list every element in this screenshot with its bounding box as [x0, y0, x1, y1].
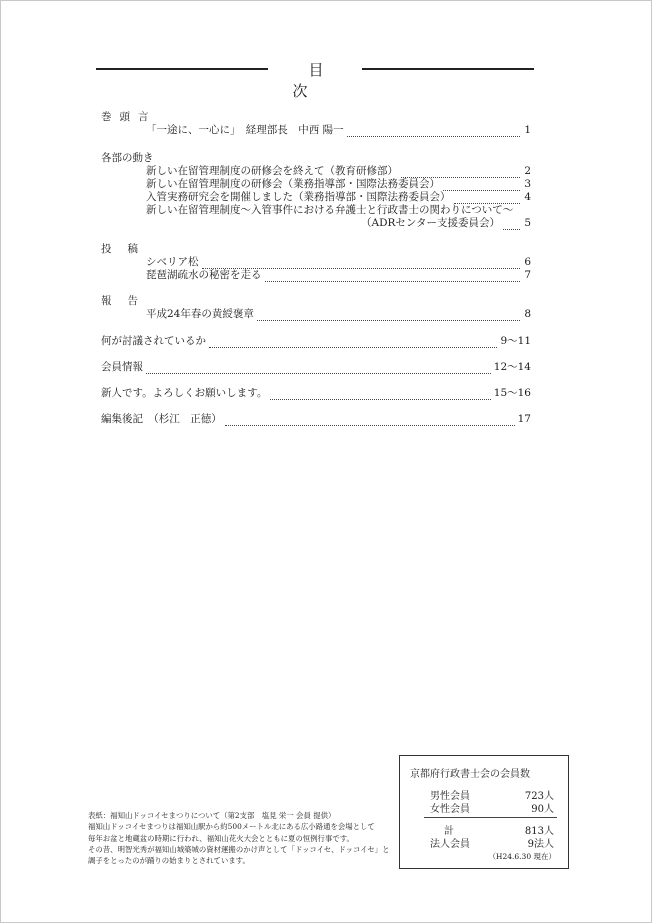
- toc-entry-page: 8: [524, 308, 531, 320]
- toc-entry-page: 2: [524, 165, 531, 177]
- toc-entry-page: 5: [524, 217, 531, 229]
- toc-entry-label: 新しい在留管理制度の研修会を終えて（教育研修部）: [146, 165, 398, 177]
- member-divider: [424, 817, 557, 818]
- member-label: 男性会員: [430, 791, 470, 802]
- toc-entry-page: 3: [524, 178, 531, 190]
- member-label: 女性会員: [430, 804, 470, 815]
- toc-entry-label: 何が討議されているか: [101, 335, 206, 347]
- cover-note-line: 毎年お盆と地蔵盆の時期に行われ、福知山花火大会とともに夏の恒例行事です。: [88, 833, 354, 843]
- leader-dots: [503, 220, 520, 230]
- toc-entry-page: 9～11: [500, 335, 531, 347]
- toc-entry-label: 新しい在留管理制度の研修会（業務指導部・国際法務委員会）: [146, 178, 440, 190]
- leader-dots: [270, 390, 490, 400]
- toc-entry-label: 編集後記 （杉江 正徳）: [101, 413, 222, 425]
- toc-entry[interactable]: [101, 387, 531, 400]
- toc-entry-page: 12～14: [493, 361, 531, 373]
- title-rule-left: [96, 68, 268, 70]
- toc-entry-page: 15～16: [493, 387, 531, 399]
- leader-dots: [209, 338, 497, 348]
- toc-entry-label: シベリア松: [146, 256, 199, 268]
- section-heading-toukou: 投稿: [101, 243, 154, 255]
- section-heading-kantougen: 巻頭言: [101, 111, 157, 123]
- toc-entry-label: 入管実務研究会を開催しました（業務指導部・国際法務委員会）: [146, 191, 451, 203]
- member-value: 90人: [531, 804, 554, 815]
- leader-dots: [225, 416, 515, 426]
- toc-entry-label: 平成24年春の黄綬褒章: [146, 308, 254, 320]
- toc-entry[interactable]: [101, 335, 531, 348]
- toc-entry-page: 17: [517, 413, 531, 425]
- member-count-title: 京都府行政書士会の会員数: [410, 769, 530, 780]
- toc-entry[interactable]: [146, 165, 531, 178]
- section-heading-kakubu: 各部の動き: [101, 152, 154, 164]
- toc-entry[interactable]: [146, 178, 531, 191]
- title-rule-right: [362, 68, 534, 70]
- member-count-box: [399, 755, 569, 869]
- toc-entry-page: 6: [524, 256, 531, 268]
- leader-dots: [257, 311, 520, 321]
- toc-entry[interactable]: [101, 413, 531, 426]
- member-row-female: [430, 800, 554, 815]
- leader-dots: [443, 181, 520, 191]
- member-value: 723人: [524, 791, 554, 802]
- leader-dots: [146, 364, 491, 374]
- toc-entry-page: 7: [524, 269, 531, 281]
- leader-dots: [454, 194, 521, 204]
- section-heading-houkoku: 報告: [101, 295, 154, 307]
- toc-entry-label: 琵琶湖疏水の秘密を走る: [146, 269, 262, 281]
- member-value: 813人: [524, 826, 554, 837]
- member-value: 9法人: [527, 839, 554, 850]
- toc-entry-label: 会員情報: [101, 361, 143, 373]
- toc-entry[interactable]: [146, 124, 531, 137]
- toc-entry-label: 新人です。よろしくお願いします。: [101, 387, 268, 399]
- toc-entry-page: 4: [524, 191, 531, 203]
- toc-entry[interactable]: [146, 269, 531, 282]
- member-row-corp: [430, 835, 554, 850]
- toc-entry-label: 「一途に、一心に」 経理部長 中西 陽一: [146, 124, 344, 136]
- leader-dots: [401, 168, 520, 178]
- leader-dots: [347, 127, 520, 137]
- toc-entry-label-line2: （ADRセンター支援委員会）: [361, 217, 500, 229]
- toc-entry[interactable]: [146, 308, 531, 321]
- leader-dots: [202, 259, 521, 269]
- toc-entry[interactable]: [146, 256, 531, 269]
- toc-entry-label-line1[interactable]: 新しい在留管理制度～入管事件における弁護士と行政書士の関わりについて～: [146, 204, 514, 216]
- toc-entry[interactable]: [361, 217, 531, 230]
- cover-note-line: 表紙：福知山ドッコイセまつりについて（第2支部 塩見 栄一 会員 提供）: [88, 811, 336, 820]
- toc-entry[interactable]: [146, 191, 531, 204]
- cover-note-line: その昔、明智光秀が福知山城築城の資材運搬のかけ声として「ドッコイセ、ドッコイセ」と: [88, 844, 390, 854]
- toc-entry[interactable]: [101, 361, 531, 374]
- toc-entry-page: 1: [524, 124, 531, 136]
- cover-note-line: 調子をとったのが踊りの始まりとされています。: [88, 856, 250, 866]
- cover-note-line: 福知山ドッコイセまつりは福知山駅から約500メートル北にある広小路通を会場として: [88, 822, 375, 832]
- member-count-date: （H24.6.30 現在）: [488, 852, 556, 861]
- member-label: 法人会員: [430, 839, 470, 850]
- leader-dots: [265, 272, 521, 282]
- cover-note: [88, 810, 388, 866]
- page-title: 目次: [292, 61, 356, 100]
- member-label: 計: [444, 826, 454, 837]
